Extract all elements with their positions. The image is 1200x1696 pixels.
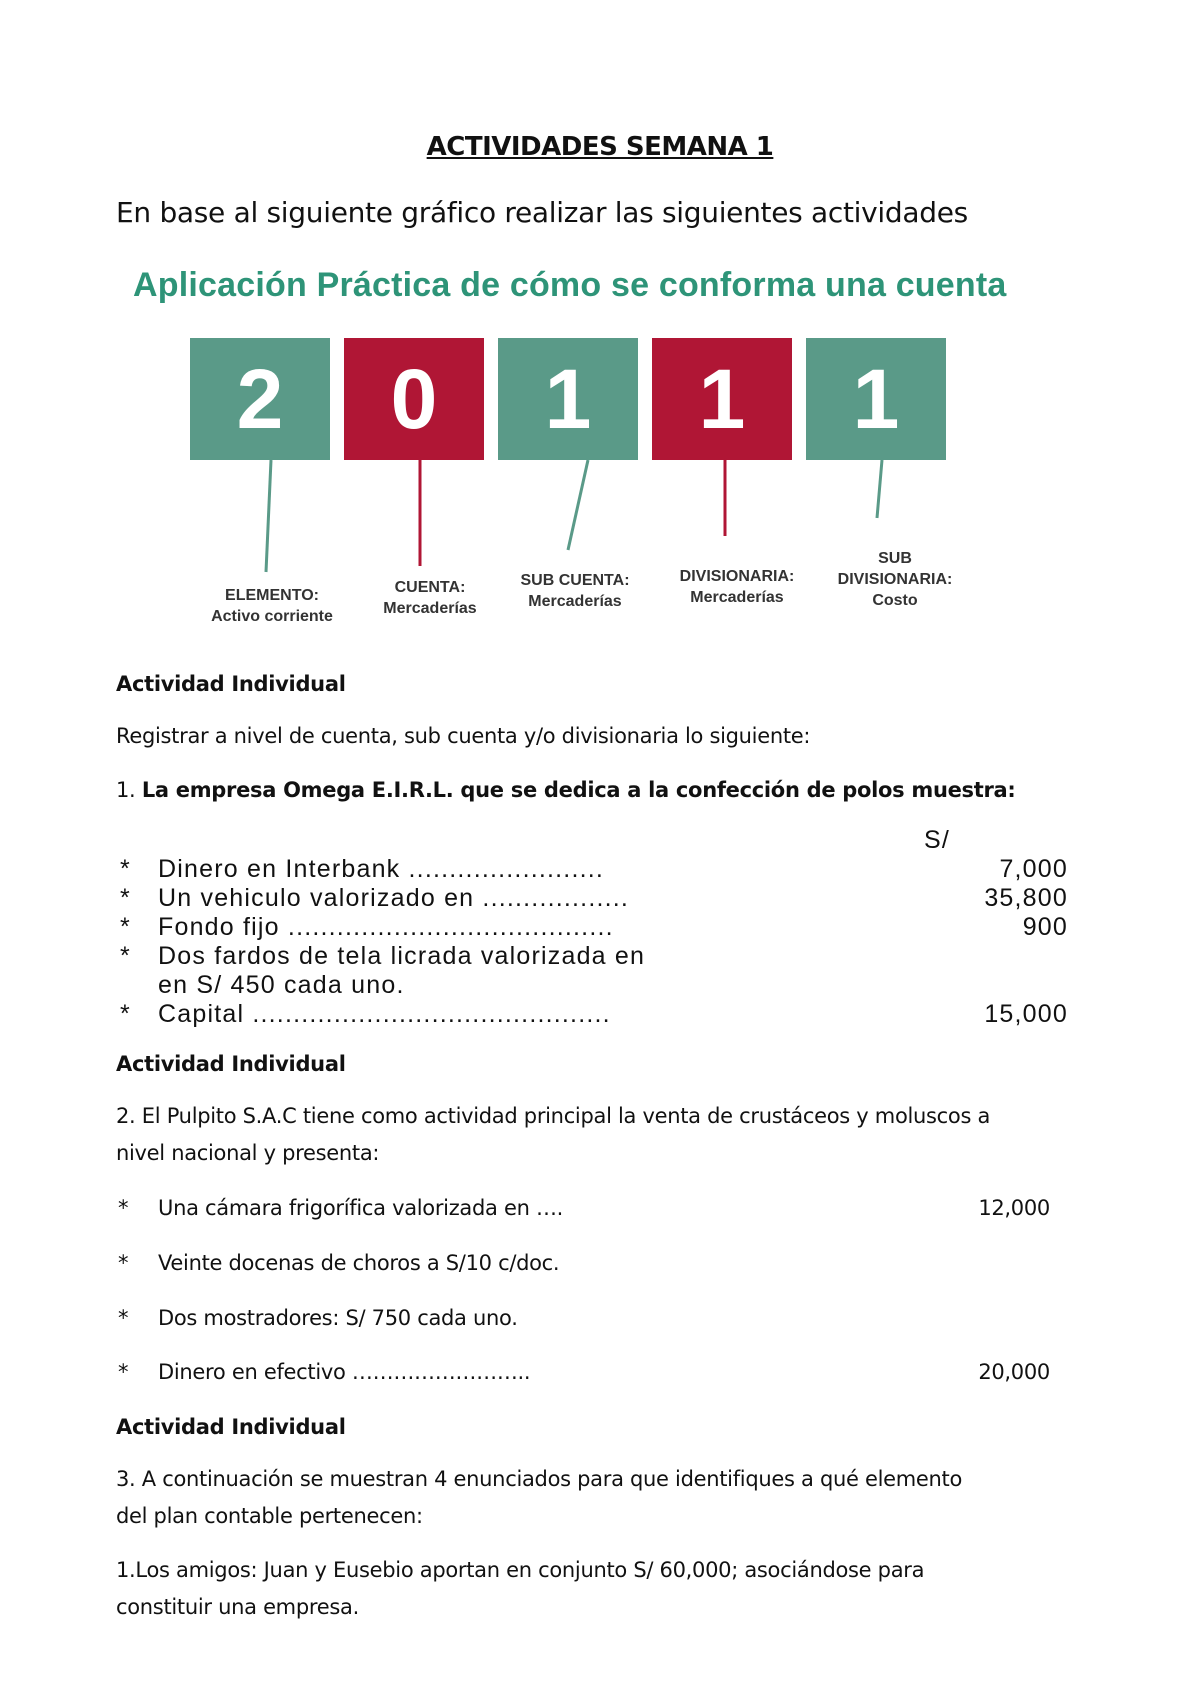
item-text: Dos fardos de tela licrada valorizada en bbox=[158, 942, 646, 970]
list-item bbox=[0, 1000, 1200, 1029]
activity1-example bbox=[0, 826, 1200, 1029]
list-item bbox=[0, 884, 1200, 913]
connector-elemento bbox=[266, 460, 271, 572]
diagram-title: Aplicación Práctica de cómo se conforma una cuenta bbox=[133, 266, 1007, 304]
connector-sub-divisionaria bbox=[877, 460, 882, 518]
item-value: 20,000 bbox=[978, 1360, 1050, 1384]
label-sub-cuenta-line2: Mercaderías bbox=[528, 593, 622, 610]
list-item bbox=[0, 855, 1200, 884]
activity1-statement bbox=[116, 772, 1016, 809]
bullet: * bbox=[120, 855, 131, 883]
activity1-statement-number: 1. bbox=[116, 778, 142, 802]
label-sub-divisionaria bbox=[810, 548, 980, 611]
item-text: Fondo fijo ........................................ bbox=[158, 913, 614, 941]
activity3-statement-line2: del plan contable pertenecen: bbox=[116, 1504, 423, 1528]
bullet: * bbox=[118, 1306, 129, 1330]
activity3-item-line2: constituir una empresa. bbox=[116, 1595, 359, 1619]
currency-header: S/ bbox=[923, 826, 950, 854]
label-divisionaria-line2: Mercaderías bbox=[690, 589, 784, 606]
bullet: * bbox=[120, 942, 131, 970]
label-divisionaria-line1: DIVISIONARIA: bbox=[679, 568, 795, 585]
label-sub-divisionaria-line3: Costo bbox=[872, 592, 918, 609]
item-text: Una cámara frigorífica valorizada en …. bbox=[158, 1196, 564, 1220]
item-value: 12,000 bbox=[978, 1196, 1050, 1220]
item-value: 7,000 bbox=[999, 855, 1068, 883]
bullet: * bbox=[120, 1000, 131, 1028]
item-text: en S/ 450 cada uno. bbox=[158, 971, 405, 999]
digit-box-divisionaria: 1 bbox=[652, 338, 792, 460]
bullet: * bbox=[118, 1196, 129, 1220]
label-elemento-line2: Activo corriente bbox=[211, 608, 333, 625]
page-subtitle: En base al siguiente gráfico realizar las siguientes actividades bbox=[116, 196, 968, 229]
bullet: * bbox=[118, 1251, 129, 1275]
label-cuenta-line2: Mercaderías bbox=[383, 600, 477, 617]
activity2-list bbox=[0, 1196, 1200, 1386]
item-value: 900 bbox=[1022, 913, 1068, 941]
list-item bbox=[0, 971, 1200, 1000]
item-value: 35,800 bbox=[984, 884, 1068, 912]
activity1-heading: Actividad Individual bbox=[116, 672, 346, 696]
label-sub-cuenta-line1: SUB CUENTA: bbox=[520, 572, 630, 589]
label-elemento bbox=[187, 585, 357, 627]
activity2-heading: Actividad Individual bbox=[116, 1052, 346, 1076]
list-item bbox=[0, 942, 1200, 971]
activity3-item-line1: 1.Los amigos: Juan y Eusebio aportan en conjunto S/ 60,000; asociándose para bbox=[116, 1558, 925, 1582]
activity1-statement-text: La empresa Omega E.I.R.L. que se dedica a la confección de polos muestra: bbox=[141, 778, 1016, 802]
activity3-statement-line1: 3. A continuación se muestran 4 enunciados para que identifiques a qué elemento bbox=[116, 1467, 963, 1491]
label-cuenta-line1: CUENTA: bbox=[394, 579, 466, 596]
label-divisionaria bbox=[652, 566, 822, 608]
digit-box-elemento: 2 bbox=[190, 338, 330, 460]
page-title: ACTIVIDADES SEMANA 1 bbox=[426, 132, 774, 162]
bullet: * bbox=[120, 913, 131, 941]
item-text: Dos mostradores: S/ 750 cada uno. bbox=[158, 1306, 518, 1330]
digit-box-sub-cuenta: 1 bbox=[498, 338, 638, 460]
diagram-connectors bbox=[0, 0, 1200, 640]
activity1-instruction: Registrar a nivel de cuenta, sub cuenta y/o divisionaria lo siguiente: bbox=[116, 724, 811, 748]
item-text: Dinero en efectivo …………………….. bbox=[158, 1360, 531, 1384]
activity2-statement-line2: nivel nacional y presenta: bbox=[116, 1141, 380, 1165]
activity2-statement-line1: 2. El Pulpito S.A.C tiene como actividad principal la venta de crustáceos y moluscos a bbox=[116, 1104, 991, 1128]
item-text: Un vehiculo valorizado en .................. bbox=[158, 884, 630, 912]
item-text: Dinero en Interbank ........................ bbox=[158, 855, 605, 883]
label-elemento-line1: ELEMENTO: bbox=[225, 587, 319, 604]
digit-box-cuenta: 0 bbox=[344, 338, 484, 460]
digit-box-sub-divisionaria: 1 bbox=[806, 338, 946, 460]
label-sub-divisionaria-line1: SUB bbox=[878, 550, 912, 567]
item-text: Capital ............................................ bbox=[158, 1000, 611, 1028]
label-sub-cuenta bbox=[490, 570, 660, 612]
activity3-heading: Actividad Individual bbox=[116, 1415, 346, 1439]
bullet: * bbox=[118, 1360, 129, 1384]
item-text: Veinte docenas de choros a S/10 c/doc. bbox=[158, 1251, 560, 1275]
list-item bbox=[0, 913, 1200, 942]
label-sub-divisionaria-line2: DIVISIONARIA: bbox=[837, 571, 953, 588]
bullet: * bbox=[120, 884, 131, 912]
item-value: 15,000 bbox=[984, 1000, 1068, 1028]
connector-sub-cuenta bbox=[568, 460, 588, 550]
